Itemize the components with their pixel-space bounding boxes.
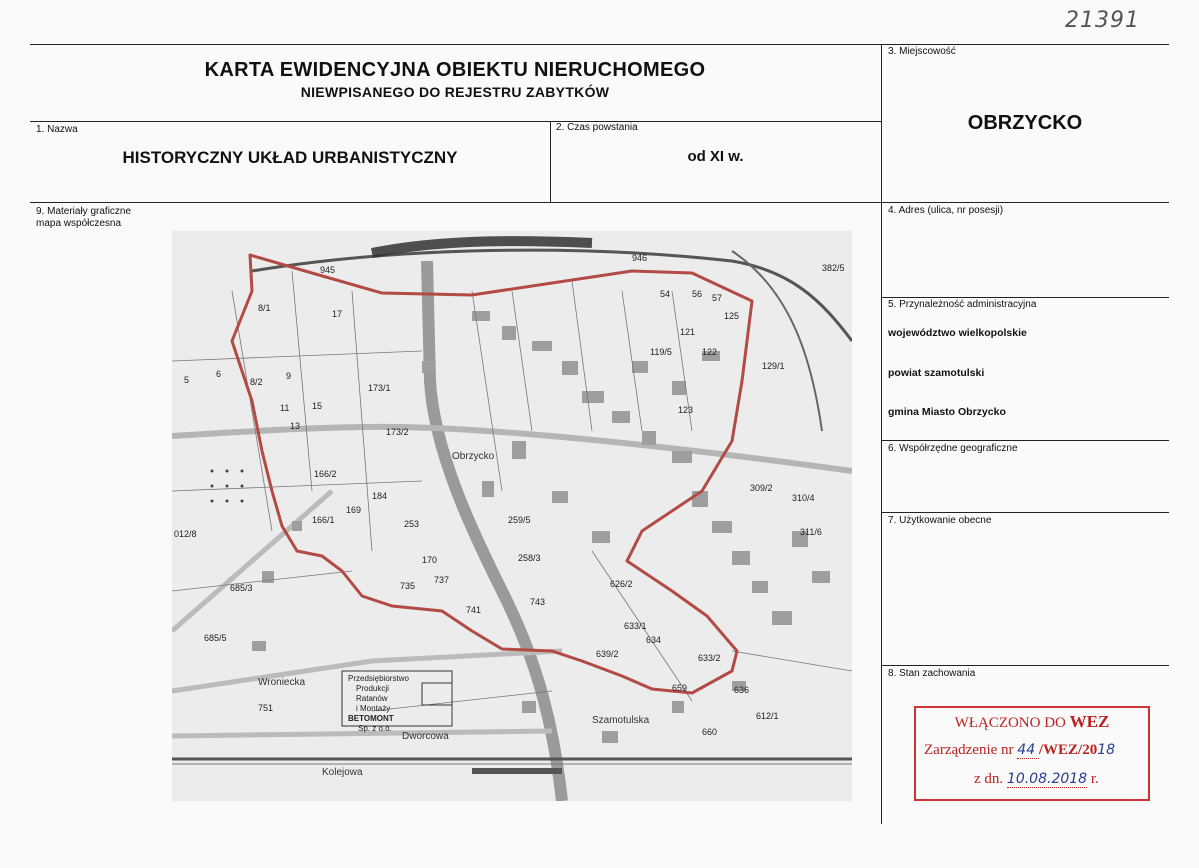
field-uzytkowanie-label: 7. Użytkowanie obecne — [888, 515, 992, 526]
map-label: 169 — [346, 505, 362, 515]
wez-stamp — [914, 706, 1150, 801]
map-label: 946 — [632, 253, 648, 263]
right-divider-8 — [881, 665, 1169, 666]
building-text: Ratanów — [356, 694, 388, 703]
map-label: 659 — [672, 683, 688, 693]
map-label: 123 — [678, 405, 694, 415]
stamp-line2-mid: /WEZ/20 — [1038, 742, 1098, 758]
building-text: Przedsiębiorstwo — [348, 674, 409, 683]
row2-divider-right — [881, 202, 1169, 203]
map-label: 685/3 — [230, 583, 253, 593]
map-label: 636 — [734, 685, 750, 695]
map-label: 258/3 — [518, 553, 541, 563]
map-label: 173/2 — [386, 427, 409, 437]
field-czas-label: 2. Czas powstania — [556, 122, 638, 133]
corner-number: 21391 — [1065, 8, 1140, 33]
map-label: 259/5 — [508, 515, 531, 525]
map-label: 382/5 — [822, 263, 845, 273]
building-text: Sp. z o.o. — [358, 724, 392, 733]
main-vertical — [881, 44, 882, 824]
map-label: 311/6 — [800, 527, 822, 537]
field-stan-label: 8. Stan zachowania — [888, 668, 976, 679]
street-label: Dworcowa — [402, 731, 449, 742]
map-label: 8/2 — [250, 377, 263, 387]
stamp-title — [916, 712, 1148, 732]
map-label: 735 — [400, 581, 416, 591]
map-label: 309/2 — [750, 483, 773, 493]
right-divider-7 — [881, 512, 1169, 513]
cadastral-map-svg — [172, 231, 852, 801]
map-label: 612/1 — [756, 711, 779, 721]
map-label: 5 — [184, 375, 190, 385]
map-label: 122 — [702, 347, 718, 357]
card-title: KARTA EWIDENCYJNA OBIEKTU NIERUCHOMEGO — [204, 59, 706, 81]
stamp-title-prefix: WŁĄCZONO DO — [954, 715, 1066, 731]
map-label: 639/2 — [596, 649, 619, 659]
building-text: Produkcji — [356, 684, 389, 693]
map-label: 012/8 — [174, 529, 197, 539]
field-nazwa-value: HISTORYCZNY UKŁAD URBANISTYCZNY — [122, 148, 458, 167]
map-label: 184 — [372, 491, 388, 501]
map-label: 166/2 — [314, 469, 337, 479]
map-label: 57 — [712, 293, 723, 303]
building-text: BETOMONT — [348, 714, 394, 723]
row1-divider — [30, 121, 881, 122]
stamp-line3 — [974, 771, 1099, 788]
map-label: 173/1 — [368, 383, 391, 393]
stamp-number-hw: 44 — [1017, 742, 1036, 758]
powiat-line: powiat szamotulski — [888, 367, 985, 379]
building-text: i Montaży — [356, 704, 391, 713]
card-subtitle: NIEWPISANEGO DO REJESTRU ZABYTKÓW — [300, 84, 610, 100]
map-label: 125 — [724, 311, 740, 321]
top-border — [30, 44, 1169, 45]
field-adres-label: 4. Adres (ulica, nr posesji) — [888, 205, 1004, 216]
map-label: 8/1 — [258, 303, 271, 313]
right-divider-5 — [881, 297, 1169, 298]
field-materialy-sublabel: mapa współczesna — [36, 218, 122, 229]
field-przynaleznosc-label: 5. Przynależność administracyjna — [888, 299, 1037, 310]
map-label: 633/1 — [624, 621, 647, 631]
stamp-line2-prefix: Zarządzenie nr — [924, 742, 1014, 758]
map-label: 121 — [680, 327, 696, 337]
street-label: Kolejowa — [322, 767, 363, 778]
right-divider-6 — [881, 440, 1169, 441]
map-label: 737 — [434, 575, 450, 585]
street-label: Szamotulska — [592, 715, 650, 726]
street-label: Wroniecka — [258, 677, 306, 688]
map-label: 626/2 — [610, 579, 633, 589]
map-label: 119/5 — [650, 347, 672, 357]
map-label: 170 — [422, 555, 438, 565]
field-materialy-label: 9. Materiały graficzne — [36, 206, 132, 217]
map-label: 54 — [660, 289, 671, 299]
stamp-line3-suffix: r. — [1090, 771, 1099, 787]
map-label: 166/1 — [312, 515, 335, 525]
wojewodztwo-line: województwo wielkopolskie — [888, 327, 1027, 339]
map-label: 56 — [692, 289, 703, 299]
map-label: 9 — [286, 371, 292, 381]
map-label: 17 — [332, 309, 343, 319]
cadastral-map — [172, 231, 852, 801]
field-nazwa-label: 1. Nazwa — [36, 124, 78, 135]
row2-divider-left — [30, 202, 881, 203]
map-label: 751 — [258, 703, 274, 713]
field-czas-value: od XI w. — [687, 148, 744, 165]
field-miejscowosc-value: OBRZYCKO — [967, 112, 1083, 134]
map-label: 633/2 — [698, 653, 721, 663]
stamp-year-hw: 18 — [1097, 742, 1116, 758]
street-label: Obrzycko — [452, 451, 495, 462]
field-wspolrzedne-label: 6. Współrzędne geograficzne — [888, 443, 1018, 454]
map-label: 253 — [404, 519, 420, 529]
map-label: 11 — [280, 403, 290, 413]
map-label: 743 — [530, 597, 546, 607]
map-label: 741 — [466, 605, 482, 615]
map-label: 15 — [312, 401, 323, 411]
map-label: 685/5 — [204, 633, 227, 643]
field-miejscowosc-label: 3. Miejscowość — [888, 46, 956, 57]
map-label: 310/4 — [792, 493, 815, 503]
map-label: 945 — [320, 265, 336, 275]
map-label: 129/1 — [762, 361, 785, 371]
map-label: 13 — [290, 421, 301, 431]
map-label: 660 — [702, 727, 718, 737]
stamp-line2 — [924, 742, 1115, 759]
gmina-line: gmina Miasto Obrzycko — [888, 406, 1006, 418]
stamp-title-bold: WEZ — [1069, 712, 1110, 731]
map-label: 634 — [646, 635, 662, 645]
stamp-date-hw: 10.08.2018 — [1006, 771, 1088, 787]
stamp-line3-prefix: z dn. — [974, 771, 1004, 787]
map-label: 6 — [216, 369, 222, 379]
